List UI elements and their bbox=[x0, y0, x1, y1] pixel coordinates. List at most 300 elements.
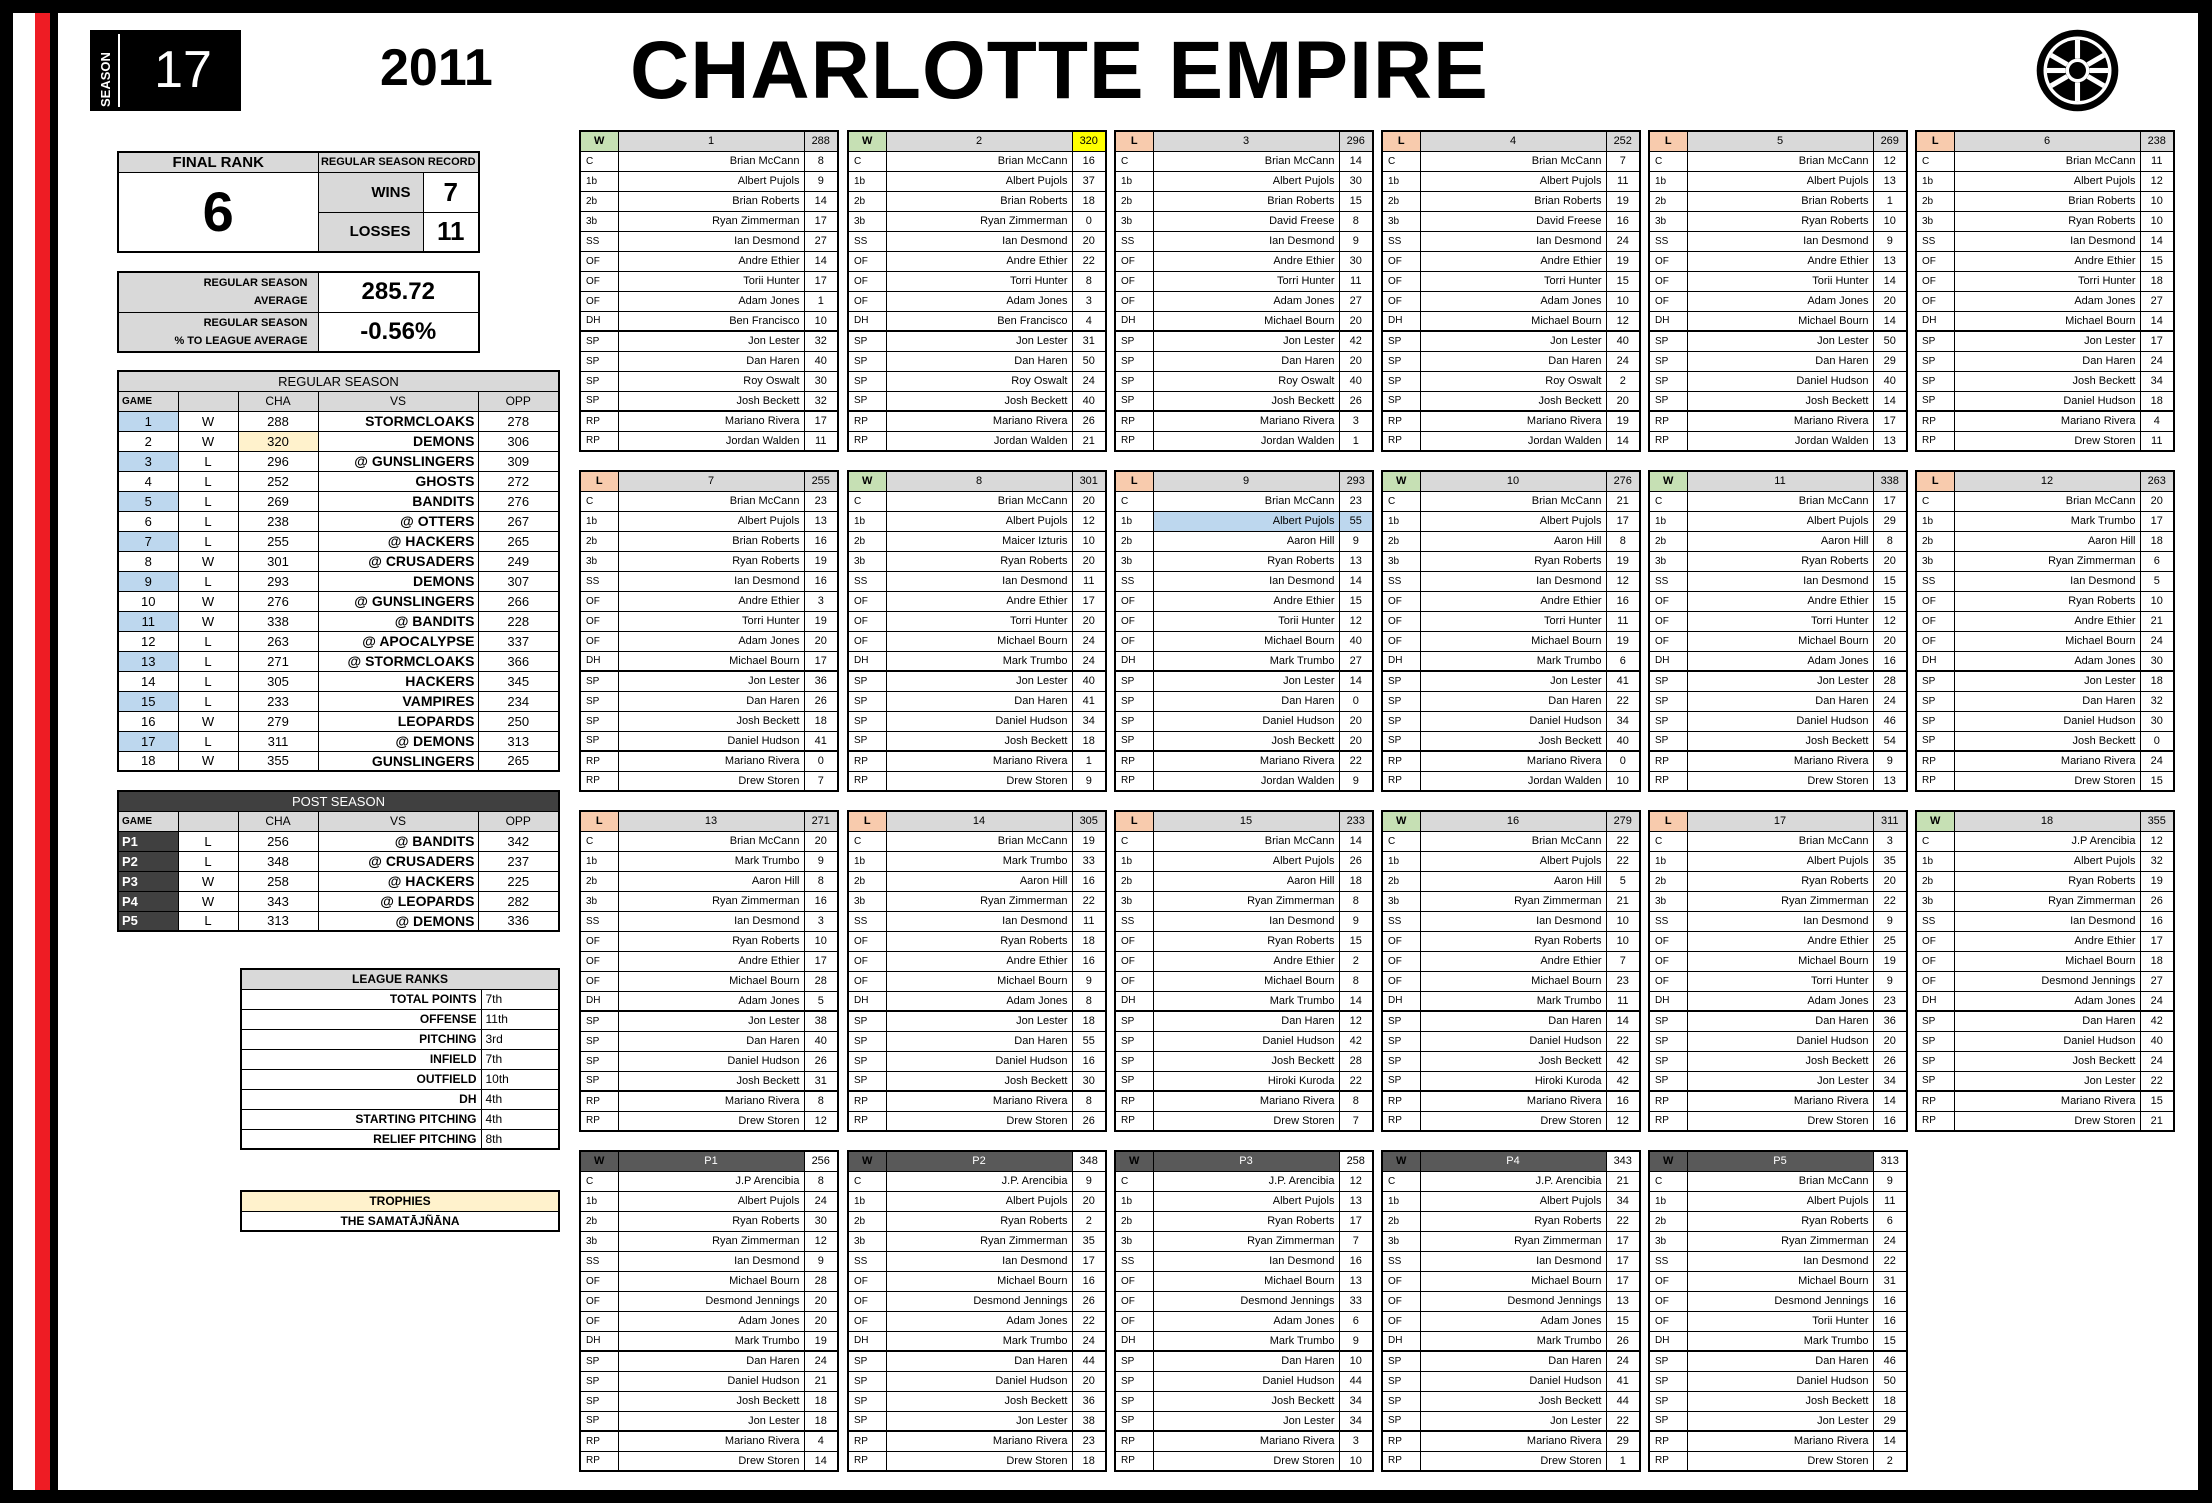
lineup-row bbox=[580, 871, 838, 891]
game-result: L bbox=[1916, 131, 1954, 151]
player-points: 32 bbox=[2140, 851, 2174, 871]
lineup-row bbox=[1115, 491, 1373, 511]
table-row bbox=[118, 831, 559, 851]
player-name: Adam Jones bbox=[618, 631, 804, 651]
lineup-row bbox=[1115, 891, 1373, 911]
game-score: 256 bbox=[804, 1151, 838, 1171]
player-points: 32 bbox=[804, 391, 838, 411]
lineup-row bbox=[1649, 771, 1907, 791]
game-header bbox=[1115, 131, 1373, 151]
player-name: Ryan Roberts bbox=[618, 931, 804, 951]
position: 2b bbox=[1916, 871, 1954, 891]
lineup-row bbox=[1649, 371, 1907, 391]
lineup-row bbox=[1382, 1331, 1640, 1351]
player-points: 28 bbox=[1873, 671, 1907, 691]
player-name: Michael Bourn bbox=[1954, 311, 2140, 331]
lineup-row bbox=[848, 1291, 1106, 1311]
position: 2b bbox=[1649, 871, 1687, 891]
cha-score: 296 bbox=[238, 451, 318, 471]
position: SP bbox=[1382, 1371, 1420, 1391]
position: SP bbox=[1382, 1351, 1420, 1371]
player-points: 31 bbox=[804, 1071, 838, 1091]
player-points: 14 bbox=[1339, 151, 1373, 171]
position: SP bbox=[1916, 1071, 1954, 1091]
player-points: 2 bbox=[1873, 1451, 1907, 1471]
lineup-row bbox=[580, 511, 838, 531]
player-name: Jordan Walden bbox=[1153, 771, 1339, 791]
player-points: 46 bbox=[1873, 1351, 1907, 1371]
position: 3b bbox=[580, 211, 618, 231]
lineup-row bbox=[1382, 951, 1640, 971]
game-header bbox=[1649, 471, 1907, 491]
position: SP bbox=[1382, 1391, 1420, 1411]
player-name: Aaron Hill bbox=[618, 871, 804, 891]
position: SP bbox=[1115, 371, 1153, 391]
position: OF bbox=[1382, 1271, 1420, 1291]
player-points: 26 bbox=[1339, 391, 1373, 411]
player-name: Dan Haren bbox=[1153, 1011, 1339, 1031]
player-name: Mariano Rivera bbox=[886, 411, 1072, 431]
player-name: J.P Arencibia bbox=[618, 1171, 804, 1191]
opponent: @ DEMONS bbox=[318, 731, 478, 751]
player-name: Brian McCann bbox=[886, 831, 1072, 851]
player-points: 9 bbox=[1072, 1171, 1106, 1191]
position: DH bbox=[580, 1331, 618, 1351]
player-name: Mark Trumbo bbox=[1153, 1331, 1339, 1351]
position: C bbox=[1115, 151, 1153, 171]
game-result: W bbox=[1115, 1151, 1153, 1171]
game-number: 1 bbox=[618, 131, 804, 151]
position: SP bbox=[1649, 371, 1687, 391]
game-result: W bbox=[178, 711, 238, 731]
lineup-row bbox=[1115, 1331, 1373, 1351]
player-points: 20 bbox=[804, 631, 838, 651]
player-points: 42 bbox=[1606, 1051, 1640, 1071]
position: RP bbox=[848, 771, 886, 791]
player-points: 7 bbox=[1339, 1231, 1373, 1251]
position: OF bbox=[1382, 291, 1420, 311]
player-points: 21 bbox=[2140, 611, 2174, 631]
opp-score: 250 bbox=[478, 711, 559, 731]
lineup-row bbox=[1649, 1351, 1907, 1371]
player-points: 0 bbox=[1339, 691, 1373, 711]
game-number: 8 bbox=[886, 471, 1072, 491]
player-points: 19 bbox=[1072, 831, 1106, 851]
position: SS bbox=[1649, 1251, 1687, 1271]
position: 2b bbox=[1916, 531, 1954, 551]
lineup-row bbox=[1916, 731, 2174, 751]
position: RP bbox=[580, 1111, 618, 1131]
position: 3b bbox=[1916, 891, 1954, 911]
player-name: Mariano Rivera bbox=[1420, 411, 1606, 431]
player-name: Dan Haren bbox=[1687, 1351, 1873, 1371]
player-name: Albert Pujols bbox=[1954, 171, 2140, 191]
opponent: BANDITS bbox=[318, 491, 478, 511]
lineup-row bbox=[1382, 1291, 1640, 1311]
opponent: @ APOCALYPSE bbox=[318, 631, 478, 651]
position: SP bbox=[1382, 391, 1420, 411]
player-name: Drew Storen bbox=[1687, 1111, 1873, 1131]
lineup-row bbox=[580, 891, 838, 911]
player-points: 29 bbox=[1873, 1411, 1907, 1431]
lineup-row bbox=[1382, 1031, 1640, 1051]
position: SP bbox=[848, 391, 886, 411]
lineup-row bbox=[1649, 491, 1907, 511]
lineup-row bbox=[580, 1091, 838, 1111]
player-name: Torii Hunter bbox=[1687, 1311, 1873, 1331]
player-points: 5 bbox=[2140, 571, 2174, 591]
position: DH bbox=[1916, 651, 1954, 671]
player-points: 14 bbox=[804, 1451, 838, 1471]
player-points: 10 bbox=[1606, 931, 1640, 951]
game-result: W bbox=[1382, 471, 1420, 491]
opponent: STORMCLOAKS bbox=[318, 411, 478, 431]
player-name: J.P Arencibia bbox=[1954, 831, 2140, 851]
lineup-row bbox=[580, 591, 838, 611]
player-points: 14 bbox=[2140, 231, 2174, 251]
position: 3b bbox=[1382, 1231, 1420, 1251]
position: RP bbox=[848, 411, 886, 431]
lineup-row bbox=[1382, 691, 1640, 711]
player-points: 11 bbox=[2140, 431, 2174, 451]
player-name: Andre Ethier bbox=[618, 951, 804, 971]
player-points: 0 bbox=[804, 751, 838, 771]
table-row bbox=[118, 491, 559, 511]
position: SS bbox=[1382, 571, 1420, 591]
opp-score: 267 bbox=[478, 511, 559, 531]
player-name: Michael Bourn bbox=[618, 651, 804, 671]
rank-category: RELIEF PITCHING bbox=[241, 1129, 481, 1149]
position: 3b bbox=[1916, 211, 1954, 231]
position: DH bbox=[1916, 311, 1954, 331]
position: OF bbox=[1115, 1311, 1153, 1331]
game-score: 271 bbox=[804, 811, 838, 831]
position: 1b bbox=[848, 1191, 886, 1211]
lineup-row bbox=[848, 551, 1106, 571]
position: SP bbox=[580, 1051, 618, 1071]
player-name: Aaron Hill bbox=[1153, 531, 1339, 551]
game-number: 18 bbox=[1954, 811, 2140, 831]
position: SP bbox=[1916, 731, 1954, 751]
player-points: 20 bbox=[1072, 551, 1106, 571]
position: OF bbox=[580, 1271, 618, 1291]
player-points: 17 bbox=[1606, 1231, 1640, 1251]
position: OF bbox=[1916, 951, 1954, 971]
position: C bbox=[1649, 151, 1687, 171]
position: OF bbox=[1115, 631, 1153, 651]
position: 2b bbox=[1115, 871, 1153, 891]
pct-value: -0.56% bbox=[318, 312, 479, 352]
game-number: 6 bbox=[118, 511, 178, 531]
player-name: Adam Jones bbox=[1687, 651, 1873, 671]
lineup-row bbox=[1649, 871, 1907, 891]
position: SP bbox=[580, 1031, 618, 1051]
lineup-row bbox=[1382, 891, 1640, 911]
player-name: Josh Beckett bbox=[1687, 1391, 1873, 1411]
player-name: Albert Pujols bbox=[1687, 1191, 1873, 1211]
player-name: Michael Bourn bbox=[886, 631, 1072, 651]
player-name: Mark Trumbo bbox=[1153, 651, 1339, 671]
position: 2b bbox=[1649, 191, 1687, 211]
position: SP bbox=[1916, 391, 1954, 411]
position: SS bbox=[1115, 231, 1153, 251]
lineup-row bbox=[1916, 891, 2174, 911]
player-points: 24 bbox=[2140, 1051, 2174, 1071]
position: RP bbox=[1916, 1111, 1954, 1131]
table-row bbox=[118, 711, 559, 731]
player-name: Mark Trumbo bbox=[1153, 991, 1339, 1011]
game-score: 276 bbox=[1606, 471, 1640, 491]
position: 2b bbox=[1115, 1211, 1153, 1231]
position: SP bbox=[848, 1051, 886, 1071]
player-name: Josh Beckett bbox=[618, 1391, 804, 1411]
lineup-row bbox=[580, 631, 838, 651]
rank-category: STARTING PITCHING bbox=[241, 1109, 481, 1129]
player-points: 18 bbox=[804, 1411, 838, 1431]
player-points: 42 bbox=[1339, 1031, 1373, 1051]
cha-score: 301 bbox=[238, 551, 318, 571]
player-name: Adam Jones bbox=[886, 1311, 1072, 1331]
position: OF bbox=[580, 291, 618, 311]
cha-score: 276 bbox=[238, 591, 318, 611]
player-name: Ryan Roberts bbox=[1687, 871, 1873, 891]
lineup-row bbox=[848, 391, 1106, 411]
losses-value: 11 bbox=[423, 212, 479, 252]
player-points: 40 bbox=[804, 1031, 838, 1051]
player-name: Albert Pujols bbox=[886, 1191, 1072, 1211]
player-name: Ian Desmond bbox=[1420, 231, 1606, 251]
player-points: 31 bbox=[1873, 1271, 1907, 1291]
player-points: 55 bbox=[1339, 511, 1373, 531]
position: 2b bbox=[1115, 191, 1153, 211]
player-points: 9 bbox=[1072, 971, 1106, 991]
lineup-row bbox=[580, 1171, 838, 1191]
player-name: Brian McCann bbox=[1687, 151, 1873, 171]
game-box-5 bbox=[1648, 130, 1908, 452]
player-name: Ryan Roberts bbox=[618, 1211, 804, 1231]
player-points: 11 bbox=[1873, 1191, 1907, 1211]
player-points: 41 bbox=[1606, 1371, 1640, 1391]
position: SS bbox=[1115, 1251, 1153, 1271]
player-name: Ryan Zimmerman bbox=[618, 891, 804, 911]
position: RP bbox=[1649, 1431, 1687, 1451]
player-name: Josh Beckett bbox=[1153, 1051, 1339, 1071]
player-points: 13 bbox=[1339, 1191, 1373, 1211]
lineup-row bbox=[1382, 271, 1640, 291]
player-points: 18 bbox=[1072, 191, 1106, 211]
lineup-row bbox=[580, 1291, 838, 1311]
position: OF bbox=[1115, 1291, 1153, 1311]
player-name: Ryan Zimmerman bbox=[886, 211, 1072, 231]
game-result: L bbox=[1916, 471, 1954, 491]
game-number: P2 bbox=[118, 851, 178, 871]
lineup-row bbox=[848, 831, 1106, 851]
player-name: Desmond Jennings bbox=[1153, 1291, 1339, 1311]
player-name: Mariano Rivera bbox=[618, 411, 804, 431]
game-header bbox=[1382, 131, 1640, 151]
player-points: 24 bbox=[1072, 371, 1106, 391]
position: C bbox=[1649, 831, 1687, 851]
position: RP bbox=[580, 771, 618, 791]
player-name: Jordan Walden bbox=[1420, 771, 1606, 791]
player-points: 30 bbox=[1072, 1071, 1106, 1091]
player-name: Ian Desmond bbox=[1153, 571, 1339, 591]
player-name: Daniel Hudson bbox=[1687, 1371, 1873, 1391]
player-name: Jon Lester bbox=[1420, 671, 1606, 691]
position: RP bbox=[1649, 1451, 1687, 1471]
position: 3b bbox=[1115, 551, 1153, 571]
player-name: Mariano Rivera bbox=[1420, 751, 1606, 771]
position: SP bbox=[1115, 1071, 1153, 1091]
player-name: Michael Bourn bbox=[1153, 311, 1339, 331]
player-points: 2 bbox=[1339, 951, 1373, 971]
lineup-row bbox=[1115, 231, 1373, 251]
game-result: W bbox=[178, 871, 238, 891]
player-name: Josh Beckett bbox=[886, 731, 1072, 751]
player-points: 30 bbox=[804, 1211, 838, 1231]
player-name: Ian Desmond bbox=[618, 1251, 804, 1271]
lineup-row bbox=[1916, 211, 2174, 231]
player-points: 15 bbox=[1873, 591, 1907, 611]
position: OF bbox=[1649, 971, 1687, 991]
lineup-row bbox=[1649, 831, 1907, 851]
player-name: Dan Haren bbox=[886, 691, 1072, 711]
game-number: 17 bbox=[118, 731, 178, 751]
player-name: Andre Ethier bbox=[1687, 591, 1873, 611]
player-points: 10 bbox=[1072, 531, 1106, 551]
lineup-row bbox=[1649, 171, 1907, 191]
opp-score: 249 bbox=[478, 551, 559, 571]
position: OF bbox=[580, 591, 618, 611]
game-header bbox=[1382, 471, 1640, 491]
game-score: 311 bbox=[1873, 811, 1907, 831]
lineup-row bbox=[1916, 671, 2174, 691]
position: OF bbox=[580, 611, 618, 631]
player-name: Torri Hunter bbox=[618, 611, 804, 631]
game-result: W bbox=[1649, 471, 1687, 491]
opp-score: 225 bbox=[478, 871, 559, 891]
game-result: L bbox=[178, 471, 238, 491]
position: SP bbox=[580, 351, 618, 371]
player-name: Josh Beckett bbox=[886, 1391, 1072, 1411]
player-name: Albert Pujols bbox=[1153, 851, 1339, 871]
player-points: 12 bbox=[1873, 151, 1907, 171]
player-name: Dan Haren bbox=[1420, 1011, 1606, 1031]
position: DH bbox=[1382, 1331, 1420, 1351]
position: 3b bbox=[1649, 1231, 1687, 1251]
position: 2b bbox=[580, 871, 618, 891]
position: SP bbox=[1115, 351, 1153, 371]
game-result: W bbox=[1916, 811, 1954, 831]
season-badge bbox=[90, 30, 241, 111]
game-number: 11 bbox=[1687, 471, 1873, 491]
player-name: Andre Ethier bbox=[1954, 931, 2140, 951]
player-points: 18 bbox=[804, 711, 838, 731]
lineup-row bbox=[1382, 151, 1640, 171]
player-name: Michael Bourn bbox=[1420, 311, 1606, 331]
player-name: Daniel Hudson bbox=[618, 731, 804, 751]
lineup-row bbox=[1649, 1171, 1907, 1191]
game-header bbox=[1115, 811, 1373, 831]
position: SS bbox=[580, 571, 618, 591]
player-name: Drew Storen bbox=[1153, 1111, 1339, 1131]
position: 3b bbox=[580, 551, 618, 571]
player-points: 20 bbox=[1873, 551, 1907, 571]
lineup-row bbox=[1649, 911, 1907, 931]
position: OF bbox=[1916, 611, 1954, 631]
lineup-row bbox=[580, 491, 838, 511]
position: OF bbox=[1649, 951, 1687, 971]
table-row bbox=[118, 891, 559, 911]
player-points: 34 bbox=[1339, 1391, 1373, 1411]
lineup-row bbox=[1115, 671, 1373, 691]
position: C bbox=[1115, 1171, 1153, 1191]
opponent: @ BANDITS bbox=[318, 831, 478, 851]
lineup-row bbox=[580, 651, 838, 671]
lineup-row bbox=[1115, 971, 1373, 991]
game-box-P2 bbox=[847, 1150, 1107, 1472]
game-score: 305 bbox=[1072, 811, 1106, 831]
position: OF bbox=[1115, 291, 1153, 311]
lineup-row bbox=[1382, 1171, 1640, 1191]
lineup-row bbox=[1649, 1211, 1907, 1231]
position: C bbox=[580, 151, 618, 171]
position: OF bbox=[1649, 931, 1687, 951]
position: RP bbox=[580, 1431, 618, 1451]
position: C bbox=[580, 491, 618, 511]
player-name: Ryan Roberts bbox=[1153, 931, 1339, 951]
lineup-row bbox=[580, 731, 838, 751]
lineup-row bbox=[848, 631, 1106, 651]
position: SP bbox=[1382, 1411, 1420, 1431]
player-points: 13 bbox=[1873, 171, 1907, 191]
lineup-row bbox=[580, 1231, 838, 1251]
lineup-row bbox=[1115, 1211, 1373, 1231]
position: 3b bbox=[1649, 211, 1687, 231]
game-box-18 bbox=[1915, 810, 2175, 1132]
player-name: Dan Haren bbox=[1954, 691, 2140, 711]
position: SS bbox=[1115, 571, 1153, 591]
player-points: 20 bbox=[1072, 611, 1106, 631]
position: 3b bbox=[848, 1231, 886, 1251]
position: SP bbox=[848, 1031, 886, 1051]
position: OF bbox=[848, 611, 886, 631]
lineup-row bbox=[1916, 971, 2174, 991]
position: RP bbox=[848, 1431, 886, 1451]
col-cha: CHA bbox=[238, 391, 318, 411]
player-name: Jon Lester bbox=[1687, 1411, 1873, 1431]
lineup-row bbox=[848, 311, 1106, 331]
player-name: Jon Lester bbox=[1687, 1071, 1873, 1091]
position: SP bbox=[580, 731, 618, 751]
player-points: 16 bbox=[1072, 871, 1106, 891]
player-name: Brian McCann bbox=[1153, 491, 1339, 511]
player-points: 17 bbox=[1873, 491, 1907, 511]
player-name: Michael Bourn bbox=[618, 971, 804, 991]
player-name: Albert Pujols bbox=[1153, 511, 1339, 531]
game-number: P5 bbox=[1687, 1151, 1873, 1171]
player-points: 9 bbox=[804, 171, 838, 191]
game-header bbox=[1649, 1151, 1907, 1171]
lineup-row bbox=[848, 951, 1106, 971]
player-points: 16 bbox=[2140, 911, 2174, 931]
game-score: 233 bbox=[1339, 811, 1373, 831]
rank-row bbox=[241, 1029, 559, 1049]
player-points: 12 bbox=[1606, 1111, 1640, 1131]
position: SS bbox=[1382, 911, 1420, 931]
position: 2b bbox=[1382, 191, 1420, 211]
rank-row bbox=[241, 1109, 559, 1129]
